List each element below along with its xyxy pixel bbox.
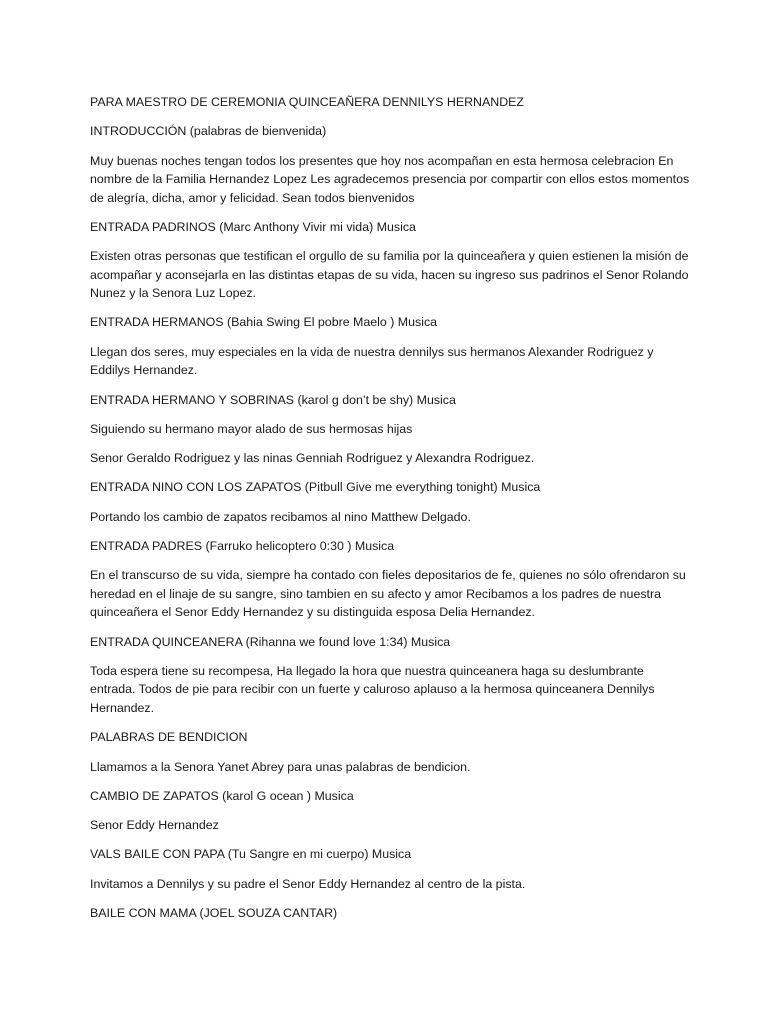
section-heading-entrada-padrinos: ENTRADA PADRINOS (Marc Anthony Vivir mi vida) Musica — [90, 219, 416, 234]
paragraph-padrinos: Existen otras personas que testifican el orgullo de su familia por la quinceañera y quien estienen la misión de acompañar y aconsejarla en las distintas etapas de su vida, hacen su ingreso sus padrinos el Senor Rolando Nunez y la Senora Luz Lopez. — [90, 249, 689, 301]
paragraph-vals-papa: Invitamos a Dennilys y su padre el Senor Eddy Hernandez al centro de la pista. — [90, 876, 526, 891]
section-heading-introduccion: INTRODUCCIÓN (palabras de bienvenida) — [90, 124, 327, 139]
section-heading-vals-papa: VALS BAILE CON PAPA (Tu Sangre en mi cuerpo) Musica — [90, 847, 412, 862]
paragraph-cambio-zapatos: Senor Eddy Hernandez — [90, 818, 219, 833]
paragraph-hermano-sobrinas-1: Siguiendo su hermano mayor alado de sus hermosas hijas — [90, 421, 413, 436]
section-heading-entrada-padres: ENTRADA PADRES (Farruko helicoptero 0:30 ) Musica — [90, 539, 395, 554]
section-heading-cambio-zapatos: CAMBIO DE ZAPATOS (karol G ocean ) Musica — [90, 788, 354, 803]
paragraph-hermano-sobrinas-2: Senor Geraldo Rodriguez y las ninas Genniah Rodriguez y Alexandra Rodriguez. — [90, 451, 535, 466]
section-heading-entrada-quinceanera: ENTRADA QUINCEANERA (Rihanna we found love 1:34) Musica — [90, 634, 451, 649]
document-title: PARA MAESTRO DE CEREMONIA QUINCEAÑERA DENNILYS HERNANDEZ — [90, 95, 524, 109]
paragraph-bendicion: Llamamos a la Senora Yanet Abrey para unas palabras de bendicion. — [90, 759, 471, 774]
section-heading-entrada-hermano-sobrinas: ENTRADA HERMANO Y SOBRINAS (karol g don’t be shy) Musica — [90, 392, 456, 407]
document-body — [90, 93, 690, 933]
paragraph-bienvenida: Muy buenas noches tengan todos los presentes que hoy nos acompañan en esta hermosa celebracion En nombre de la Familia Hernandez Lopez Les agradecemos presencia por compartir con ellos estos momentos de alegría, dicha, amor y felicidad. Sean todos bienvenidos — [90, 153, 690, 205]
paragraph-hermanos: Llegan dos seres, muy especiales en la vida de nuestra dennilys sus hermanos Alexander Rodriguez y Eddilys Hernandez. — [90, 344, 654, 378]
section-heading-baile-mama: BAILE CON MAMA (JOEL SOUZA CANTAR) — [90, 906, 338, 921]
paragraph-nino: Portando los cambio de zapatos recibamos al nino Matthew Delgado. — [90, 509, 471, 524]
paragraph-quinceanera: Toda espera tiene su recompesa, Ha llegado la hora que nuestra quinceanera haga su deslumbrante entrada. Todos de pie para recibir con un fuerte y caluroso aplauso a la hermosa quinceanera Dennilys Hernandez. — [90, 663, 655, 715]
section-heading-palabras-bendicion: PALABRAS DE BENDICION — [90, 730, 248, 745]
section-heading-entrada-hermanos: ENTRADA HERMANOS (Bahia Swing El pobre Maelo ) Musica — [90, 315, 438, 330]
section-heading-entrada-nino: ENTRADA NINO CON LOS ZAPATOS (Pitbull Give me everything tonight) Musica — [90, 480, 541, 495]
paragraph-padres: En el transcurso de su vida, siempre ha contado con fieles depositarios de fe, quienes no sólo ofrendaron su heredad en el linaje de su sangre, sino tambien en su afecto y amor Recibamos a los padres de nuestra quinceañera el Senor Eddy Hernandez y su distinguida esposa Delia Hernandez. — [90, 568, 686, 620]
